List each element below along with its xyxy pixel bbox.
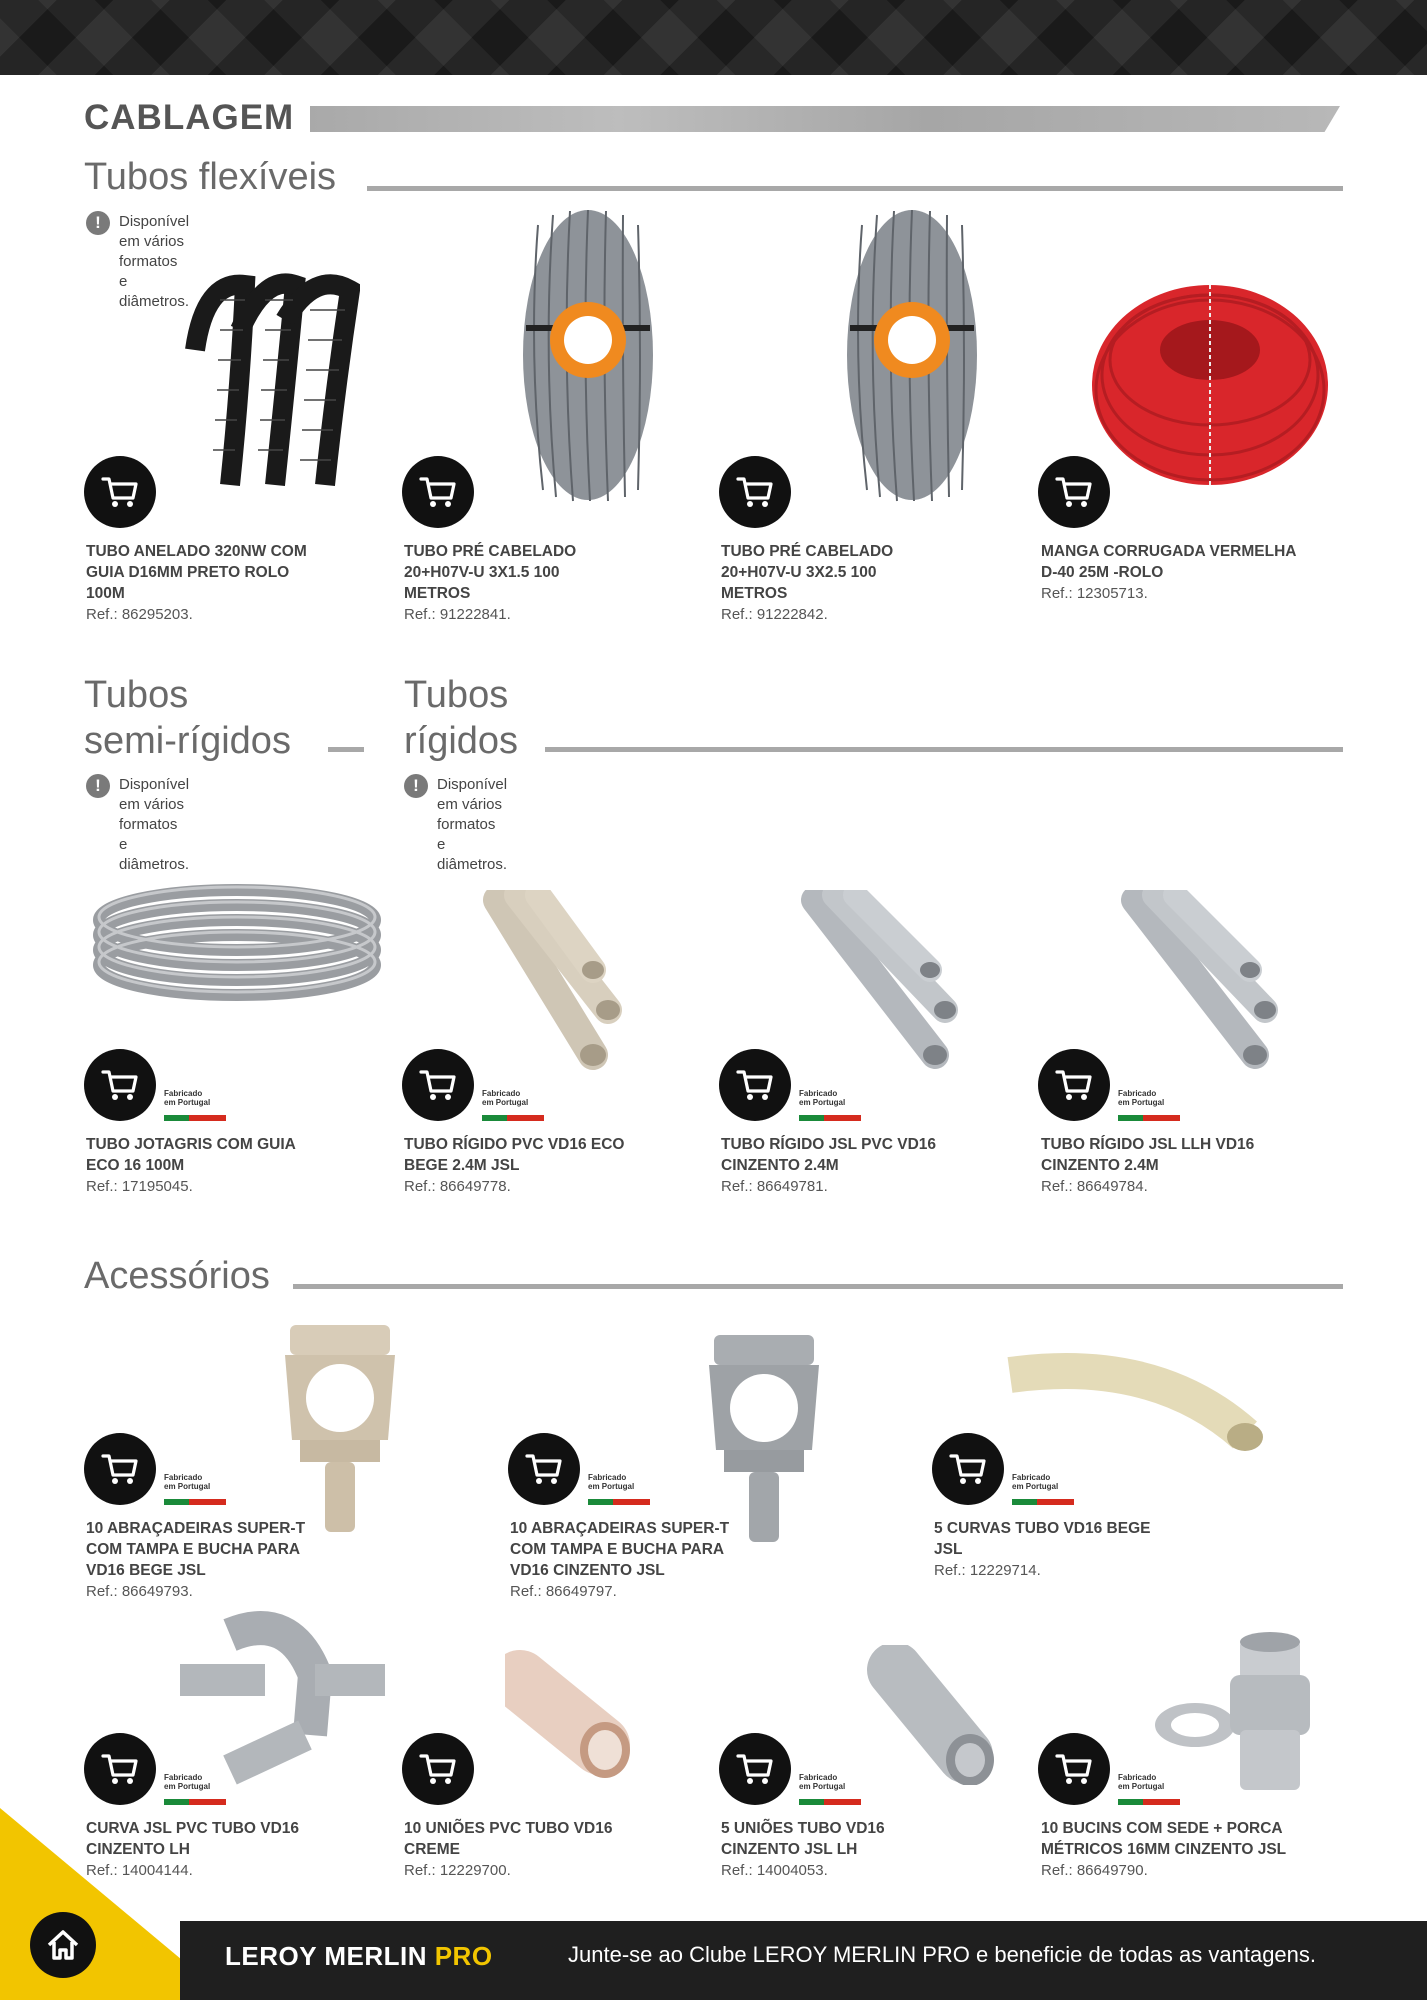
grey-rigid-tubes-image	[795, 890, 965, 1070]
add-to-cart-button[interactable]	[508, 1433, 580, 1505]
add-to-cart-button[interactable]	[84, 1049, 156, 1121]
add-to-cart-button[interactable]	[84, 1433, 156, 1505]
section-divider	[328, 747, 364, 752]
product-name: 10 ABRAÇADEIRAS SUPER-T COM TAMPA E BUCHA PARA VD16 BEGE JSL	[86, 1520, 306, 1579]
add-to-cart-button[interactable]	[402, 456, 474, 528]
shopping-cart-icon	[97, 469, 143, 515]
product-name: 10 ABRAÇADEIRAS SUPER-T COM TAMPA E BUCHA PARA VD16 CINZENTO JSL	[510, 1520, 730, 1579]
product-ref: Ref.: 86295203.	[86, 606, 193, 623]
category-title: CABLAGEM	[84, 98, 295, 137]
add-to-cart-button[interactable]	[719, 456, 791, 528]
product-ref: Ref.: 86649797.	[510, 1583, 617, 1600]
add-to-cart-button[interactable]	[932, 1433, 1004, 1505]
shopping-cart-icon	[732, 1746, 778, 1792]
product-name: TUBO RÍGIDO PVC VD16 ECO BEGE 2.4M JSL	[404, 1136, 625, 1174]
beige-curve-image	[1005, 1345, 1275, 1455]
home-icon	[43, 1925, 83, 1965]
grey-coil-tube-image	[518, 205, 658, 505]
product-name: TUBO PRÉ CABELADO 20+H07V-U 3X1.5 100 METROS	[404, 543, 577, 602]
footer-brand: LEROY MERLIN PRO	[225, 1941, 493, 1971]
top-banner	[0, 0, 1427, 75]
shopping-cart-icon	[415, 469, 461, 515]
section-title-acessorios: Acessórios	[84, 1255, 270, 1297]
product-name: MANGA CORRUGADA VERMELHA D-40 25M -ROLO	[1041, 543, 1297, 581]
grey-curve-image	[170, 1605, 390, 1785]
beige-clamp-image	[270, 1320, 410, 1540]
made-in-portugal-badge: Fabricado em Portugal	[1118, 1089, 1180, 1121]
add-to-cart-button[interactable]	[1038, 1049, 1110, 1121]
section-divider	[367, 186, 1343, 191]
shopping-cart-icon	[1051, 469, 1097, 515]
add-to-cart-button[interactable]	[402, 1733, 474, 1805]
product-name: 10 UNIÕES PVC TUBO VD16 CREME	[404, 1820, 613, 1858]
grey-rigid-tubes-image	[1115, 890, 1285, 1070]
shopping-cart-icon	[415, 1062, 461, 1108]
shopping-cart-icon	[732, 469, 778, 515]
section-title-semirigidos: Tubos semi-rígidos	[84, 674, 291, 762]
grey-coil-tube-image	[842, 205, 982, 505]
grey-coil-image	[92, 880, 382, 1010]
product-name: 5 UNIÕES TUBO VD16 CINZENTO JSL LH	[721, 1820, 885, 1858]
add-to-cart-button[interactable]	[719, 1049, 791, 1121]
category-stripe	[310, 106, 1340, 132]
product-ref: Ref.: 86649778.	[404, 1178, 511, 1195]
section-title-flexiveis: Tubos flexíveis	[84, 156, 337, 198]
add-to-cart-button[interactable]	[719, 1733, 791, 1805]
product-ref: Ref.: 91222842.	[721, 606, 828, 623]
shopping-cart-icon	[97, 1062, 143, 1108]
product-ref: Ref.: 14004053.	[721, 1862, 828, 1879]
beige-rigid-tubes-image	[478, 890, 638, 1070]
product-name: 10 BUCINS COM SEDE + PORCA MÉTRICOS 16MM CINZENTO JSL	[1041, 1820, 1287, 1858]
section-title-rigidos: Tubos rígidos	[404, 674, 519, 762]
shopping-cart-icon	[521, 1446, 567, 1492]
grey-union-image	[865, 1645, 1005, 1785]
home-button[interactable]	[30, 1912, 96, 1978]
made-in-portugal-badge: Fabricado em Portugal	[1118, 1773, 1180, 1805]
product-name: 5 CURVAS TUBO VD16 BEGE JSL	[934, 1520, 1151, 1558]
product-ref: Ref.: 86649790.	[1041, 1862, 1148, 1879]
made-in-portugal-badge: Fabricado em Portugal	[799, 1773, 861, 1805]
product-ref: Ref.: 86649793.	[86, 1583, 193, 1600]
shopping-cart-icon	[1051, 1062, 1097, 1108]
add-to-cart-button[interactable]	[1038, 456, 1110, 528]
section-divider	[545, 747, 1343, 752]
product-name: TUBO JOTAGRIS COM GUIA ECO 16 100M	[86, 1136, 296, 1174]
add-to-cart-button[interactable]	[84, 456, 156, 528]
made-in-portugal-badge: Fabricado em Portugal	[588, 1473, 650, 1505]
product-ref: Ref.: 91222841.	[404, 606, 511, 623]
product-name: TUBO ANELADO 320NW COM GUIA D16MM PRETO ROLO 100M	[86, 543, 307, 602]
product-ref: Ref.: 14004144.	[86, 1862, 193, 1879]
product-ref: Ref.: 12229714.	[934, 1562, 1041, 1579]
made-in-portugal-badge: Fabricado em Portugal	[799, 1089, 861, 1121]
shopping-cart-icon	[945, 1446, 991, 1492]
info-icon: !	[86, 211, 110, 235]
made-in-portugal-badge: Fabricado em Portugal	[164, 1473, 226, 1505]
black-corrugated-tube-image	[185, 270, 360, 495]
shopping-cart-icon	[415, 1746, 461, 1792]
product-name: TUBO PRÉ CABELADO 20+H07V-U 3X2.5 100 METROS	[721, 543, 894, 602]
made-in-portugal-badge: Fabricado em Portugal	[164, 1089, 226, 1121]
shopping-cart-icon	[97, 1746, 143, 1792]
made-in-portugal-badge: Fabricado em Portugal	[1012, 1473, 1074, 1505]
product-ref: Ref.: 17195045.	[86, 1178, 193, 1195]
made-in-portugal-badge: Fabricado em Portugal	[482, 1089, 544, 1121]
product-ref: Ref.: 86649784.	[1041, 1178, 1148, 1195]
product-name: TUBO RÍGIDO JSL PVC VD16 CINZENTO 2.4M	[721, 1136, 937, 1174]
product-ref: Ref.: 12305713.	[1041, 585, 1148, 602]
red-corrugated-coil-image	[1090, 280, 1330, 490]
product-name: TUBO RÍGIDO JSL LLH VD16 CINZENTO 2.4M	[1041, 1136, 1255, 1174]
product-ref: Ref.: 86649781.	[721, 1178, 828, 1195]
info-icon: !	[86, 774, 110, 798]
shopping-cart-icon	[732, 1062, 778, 1108]
cream-union-image	[505, 1650, 635, 1780]
add-to-cart-button[interactable]	[1038, 1733, 1110, 1805]
product-name: CURVA JSL PVC TUBO VD16 CINZENTO LH	[86, 1820, 300, 1858]
add-to-cart-button[interactable]	[84, 1733, 156, 1805]
club-promo-text: Junte-se ao Clube LEROY MERLIN PRO e beneficie de todas as vantagens.	[568, 1942, 1317, 1967]
section-divider	[293, 1284, 1343, 1289]
made-in-portugal-badge: Fabricado em Portugal	[164, 1773, 226, 1805]
shopping-cart-icon	[1051, 1746, 1097, 1792]
shopping-cart-icon	[97, 1446, 143, 1492]
info-icon: !	[404, 774, 428, 798]
add-to-cart-button[interactable]	[402, 1049, 474, 1121]
grey-clamp-image	[694, 1330, 834, 1550]
product-ref: Ref.: 12229700.	[404, 1862, 511, 1879]
